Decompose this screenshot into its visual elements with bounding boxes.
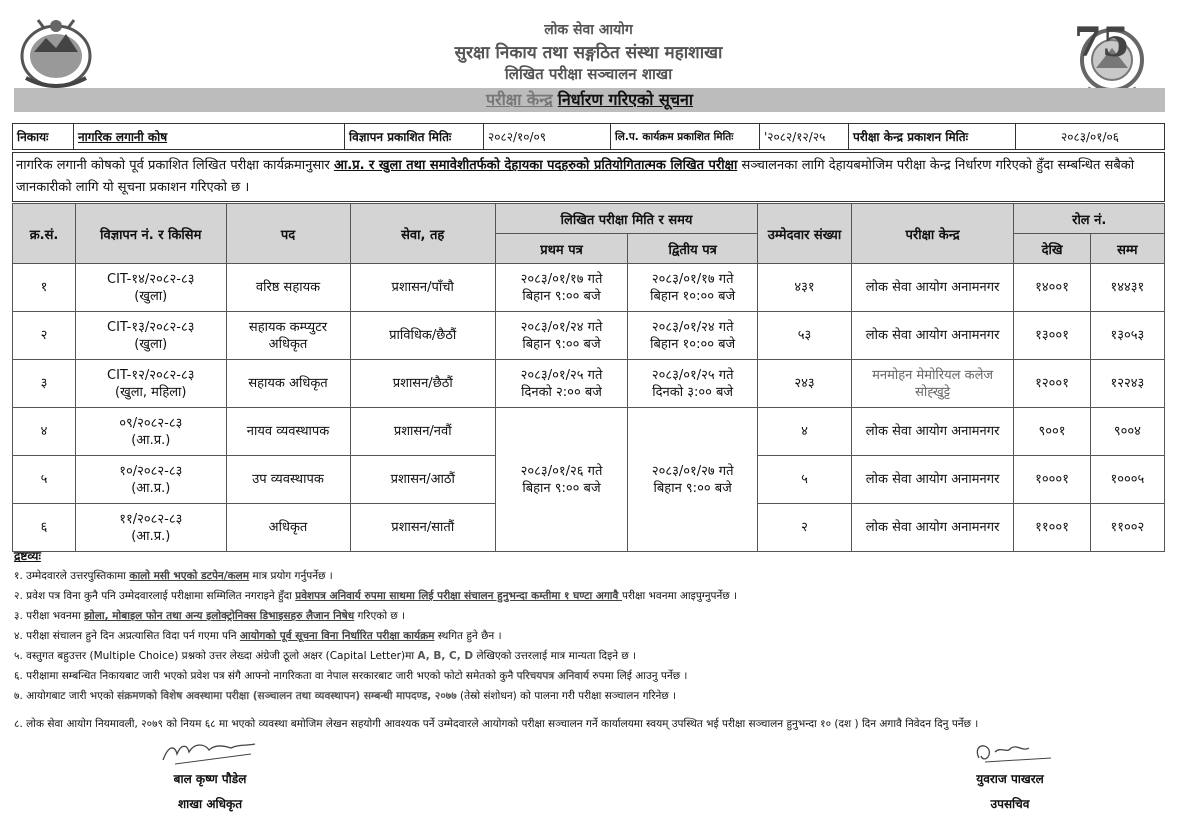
cell-count: २ bbox=[758, 504, 852, 552]
cell-post: नायव व्यवस्थापक bbox=[226, 408, 350, 456]
cell-adv: ११/२०८२-८३ (आ.प्र.) bbox=[76, 504, 226, 552]
col-header-center: परीक्षा केन्द्र bbox=[851, 204, 1014, 264]
cell-adv: CIT-१२/२०८२-८३ (खुला, महिला) bbox=[76, 360, 226, 408]
table-row bbox=[13, 312, 1165, 360]
cell-paper2: २०८३/०१/१७ गते बिहान १०:०० बजे bbox=[628, 264, 758, 312]
title-part-2: निर्धारण गरिएको सूचना bbox=[557, 90, 694, 109]
cell-sn: ५ bbox=[13, 456, 76, 504]
cell-roll-from: १४००१ bbox=[1014, 264, 1090, 312]
col-header-to: सम्म bbox=[1090, 234, 1164, 264]
cell-sn: ६ bbox=[13, 504, 76, 552]
cell-service: प्रशासन/छैठौं bbox=[350, 360, 495, 408]
cell-adv: ०९/२०८२-८३ (आ.प्र.) bbox=[76, 408, 226, 456]
exam-center-table bbox=[12, 203, 1165, 552]
cell-paper1: २०८३/०१/२५ गते दिनको २:०० बजे bbox=[495, 360, 627, 408]
cell-roll-to: ११००२ bbox=[1090, 504, 1164, 552]
center-date-label: परीक्षा केन्द्र प्रकाशन मितिः bbox=[849, 124, 1016, 150]
signature-right bbox=[940, 740, 1080, 812]
right-signatory-name: युवराज पाखरल bbox=[976, 772, 1044, 786]
cell-roll-to: ९००४ bbox=[1090, 408, 1164, 456]
note-5: ५. वस्तुगत बहुउत्तर (Multiple Choice) प्रश्नको उत्तर लेख्दा अंग्रेजी ठूलो अक्षर (Capital Letter)मा A, B, C, D लेखिएको उत्तरलाई मात्र मान्यता दिइने छ । bbox=[14, 650, 637, 662]
cell-post: उप व्यवस्थापक bbox=[226, 456, 350, 504]
cell-center: लोक सेवा आयोग अनामनगर bbox=[851, 264, 1014, 312]
cell-paper2: २०८३/०१/२५ गते दिनको ३:०० बजे bbox=[628, 360, 758, 408]
intro-paragraph bbox=[12, 152, 1165, 202]
cell-post: सहायक अधिकृत bbox=[226, 360, 350, 408]
note-4: ४. परीक्षा संचालन हुने दिन अप्रत्यासित विदा पर्न गएमा पनि आयोगको पूर्व सूचना विना निर्धारित परीक्षा कार्यक्रम स्थगित हुने छैन । bbox=[14, 630, 502, 642]
cell-count: ५ bbox=[758, 456, 852, 504]
col-header-count: उम्मेदवार संख्या bbox=[758, 204, 852, 264]
intro-after: सञ्चालनका लागि देहायबमोजिम परीक्षा केन्द्र निर्धारण गरिएको हुँदा सम्बन्धित सबैको जानकारीको लागि यो सूचना प्रकाशन गरिएको छ । bbox=[16, 158, 1135, 195]
svg-text:75: 75 bbox=[1074, 19, 1130, 66]
cell-paper2: २०८३/०१/२४ गते बिहान १०:०० बजे bbox=[628, 312, 758, 360]
cell-paper2-merged: २०८३/०१/२७ गते बिहान ९:०० बजे bbox=[628, 408, 758, 552]
center-date: २०८३/०१/०६ bbox=[1016, 124, 1165, 150]
left-signatory-role: शाखा अधिकृत bbox=[177, 797, 243, 811]
cell-center: लोक सेवा आयोग अनामनगर bbox=[851, 504, 1014, 552]
cell-roll-from: १२००१ bbox=[1014, 360, 1090, 408]
col-header-post: पद bbox=[226, 204, 350, 264]
adv-date-label: विज्ञापन प्रकाशित मितिः bbox=[345, 124, 484, 150]
note-1: १. उम्मेदवारले उत्तरपुस्तिकामा कालो मसी भएको डटपेन/कलम मात्र प्रयोग गर्नुपर्नेछ । bbox=[14, 570, 333, 582]
cell-paper1: २०८३/०१/१७ गते बिहान ९:०० बजे bbox=[495, 264, 627, 312]
title-part-1: परीक्षा केन्द्र bbox=[485, 90, 553, 109]
schedule-date-label: लि.प. कार्यक्रम प्रकाशित मितिः bbox=[611, 124, 760, 150]
cell-service: प्रशासन/आठौं bbox=[350, 456, 495, 504]
body-label: निकायः bbox=[13, 124, 74, 150]
schedule-date: '२०८२/१२/२५ bbox=[760, 124, 849, 150]
cell-roll-to: १२२४३ bbox=[1090, 360, 1164, 408]
signature-left-scribble-icon bbox=[155, 740, 265, 766]
cell-paper1-merged: २०८३/०१/२६ गते बिहान ९:०० बजे bbox=[495, 408, 627, 552]
cell-roll-from: ९००१ bbox=[1014, 408, 1090, 456]
intro-before: नागरिक लगानी कोषको पूर्व प्रकाशित लिखित परीक्षा कार्यक्रमानुसार bbox=[16, 158, 334, 173]
division-name: सुरक्षा निकाय तथा सङ्गठित संस्था महाशाखा bbox=[454, 43, 723, 63]
cell-roll-from: १०००१ bbox=[1014, 456, 1090, 504]
table-row bbox=[13, 360, 1165, 408]
note-8: ८. लोक सेवा आयोग नियमावली, २०७९ को नियम ६८ मा भएको व्यवस्था बमोजिम लेखन सहयोगी आवश्यक पर्ने उम्मेदवारले आयोगको परीक्षा सञ्चालन गर्ने कार्यालयमा स्वयम् उपस्थित भई परीक्षा सञ्चालन हुनुभन्दा १० (दश ) दिन अगावै निवेदन दिनु पर्नेछ । bbox=[14, 718, 979, 730]
cell-sn: २ bbox=[13, 312, 76, 360]
cell-post: वरिष्ठ सहायक bbox=[226, 264, 350, 312]
col-header-from: देखि bbox=[1014, 234, 1090, 264]
note-3: ३. परीक्षा भवनमा झोला, मोबाइल फोन तथा अन्य इलोक्ट्रोनिक्स डिभाइसहरु लैजान निषेध गरिएको छ । bbox=[14, 610, 406, 622]
cell-center: मनमोहन मेमोरियल कलेज सोह्खुट्टे bbox=[851, 360, 1014, 408]
adv-date: २०८२/१०/०९ bbox=[484, 124, 611, 150]
cell-service: प्रशासन/सातौं bbox=[350, 504, 495, 552]
table-row bbox=[13, 408, 1165, 456]
notes-section bbox=[14, 546, 1164, 734]
org-name: लोक सेवा आयोग bbox=[544, 22, 633, 38]
cell-service: प्रशासन/नवौं bbox=[350, 408, 495, 456]
cell-service: प्राविधिक/छैठौं bbox=[350, 312, 495, 360]
cell-center: लोक सेवा आयोग अनामनगर bbox=[851, 312, 1014, 360]
notes-heading: द्रष्टव्यः bbox=[14, 549, 41, 563]
section-name: लिखित परीक्षा सञ्चालन शाखा bbox=[504, 65, 673, 83]
left-signatory-name: बाल कृष्ण पौडेल bbox=[173, 772, 247, 786]
cell-sn: ३ bbox=[13, 360, 76, 408]
cell-center: लोक सेवा आयोग अनामनगर bbox=[851, 408, 1014, 456]
col-header-adv: विज्ञापन नं. र किसिम bbox=[76, 204, 226, 264]
note-6: ६. परीक्षामा सम्बन्धित निकायबाट जारी भएको प्रवेश पत्र संगै आफ्नो नागरिकता वा नेपाल सरकारबाट जारी भएको फोटो समेतको कुनै परिचयपत्र अनिवार्य रुपमा लिई आउनु पर्नेछ । bbox=[14, 670, 688, 682]
cell-count: ४३१ bbox=[758, 264, 852, 312]
cell-adv: CIT-१३/२०८२-८३ (खुला) bbox=[76, 312, 226, 360]
note-2: २. प्रवेश पत्र विना कुनै पनि उम्मेदवारलाई परीक्षामा सम्मिलित नगराइने हुँदा प्रवेशपत्र अनिवार्य रुपमा साथमा लिई परीक्षा संचालन हुनुभन्दा कम्तीमा १ घण्टा अगावै परीक्षा भवनमा आइपुग्नुपर्नेछ । bbox=[14, 590, 738, 602]
cell-sn: ४ bbox=[13, 408, 76, 456]
cell-count: ४ bbox=[758, 408, 852, 456]
col-header-roll: रोल नं. bbox=[1014, 204, 1165, 234]
cell-count: २४३ bbox=[758, 360, 852, 408]
col-header-paper2: द्वितीय पत्र bbox=[628, 234, 758, 264]
intro-emphasis: आ.प्र. र खुला तथा समावेशीतर्फको देहायका पदहरुको प्रतियोगितात्मक लिखित परीक्षा bbox=[333, 158, 738, 173]
cell-roll-to: १३०५३ bbox=[1090, 312, 1164, 360]
col-header-sn: क्र.सं. bbox=[13, 204, 76, 264]
cell-center: लोक सेवा आयोग अनामनगर bbox=[851, 456, 1014, 504]
col-header-service: सेवा, तह bbox=[350, 204, 495, 264]
right-signatory-role: उपसचिव bbox=[990, 797, 1030, 811]
cell-paper1: २०८३/०१/२४ गते बिहान ९:०० बजे bbox=[495, 312, 627, 360]
col-header-paper1: प्रथम पत्र bbox=[495, 234, 627, 264]
cell-post: अधिकृत bbox=[226, 504, 350, 552]
note-7: ७. आयोगबाट जारी भएको संक्रमणको विशेष अवस्थामा परीक्षा (सञ्चालन तथा व्यवस्थापन) सम्बन्धी मापदण्ड, २०७७ (तेस्रो संशोधन) को पालना गरी परीक्षा सञ्चालन गरिनेछ । bbox=[14, 690, 677, 702]
cell-roll-from: ११००१ bbox=[1014, 504, 1090, 552]
cell-adv: १०/२०८२-८३ (आ.प्र.) bbox=[76, 456, 226, 504]
signature-left bbox=[140, 740, 280, 812]
notice-header bbox=[0, 0, 1177, 120]
cell-service: प्रशासन/पाँचौ bbox=[350, 264, 495, 312]
meta-info-table bbox=[12, 123, 1165, 150]
cell-roll-from: १३००१ bbox=[1014, 312, 1090, 360]
notice-title-bar bbox=[14, 88, 1165, 112]
cell-roll-to: १०००५ bbox=[1090, 456, 1164, 504]
body-value: नागरिक लगानी कोष bbox=[74, 124, 345, 150]
cell-post: सहायक कम्प्युटर अधिकृत bbox=[226, 312, 350, 360]
cell-count: ५३ bbox=[758, 312, 852, 360]
cell-roll-to: १४४३१ bbox=[1090, 264, 1164, 312]
table-row bbox=[13, 264, 1165, 312]
col-header-exam: लिखित परीक्षा मिति र समय bbox=[495, 204, 757, 234]
cell-sn: १ bbox=[13, 264, 76, 312]
cell-adv: CIT-१४/२०८२-८३ (खुला) bbox=[76, 264, 226, 312]
signature-right-scribble-icon bbox=[955, 740, 1065, 766]
